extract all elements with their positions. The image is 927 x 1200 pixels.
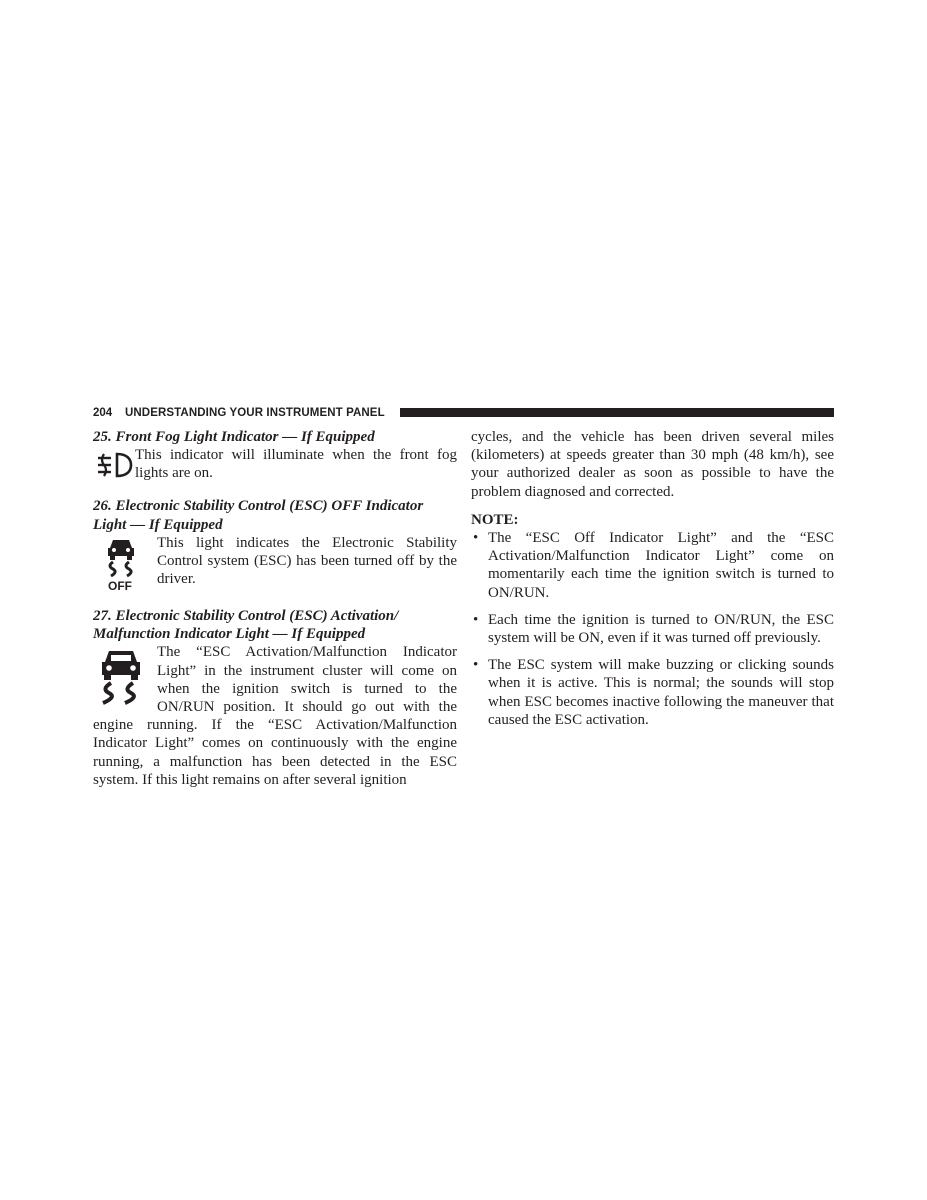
- note-text: The “ESC Off Indicator Light” and the “ESC Activation/Malfunction Indicator Light” come on momentarily each time the ignition switch is turned to ON/RUN.: [488, 530, 834, 601]
- item-27-heading-line1: 27. Electronic Stability Control (ESC) Activation/: [93, 608, 399, 625]
- header-rule: [400, 408, 834, 417]
- esc-off-icon: [93, 536, 157, 597]
- esc-off-icon-label: OFF: [108, 578, 132, 592]
- list-item: [471, 529, 834, 602]
- right-column: [471, 428, 834, 738]
- item-27-heading-line2: Malfunction Indicator Light — If Equipped: [93, 626, 366, 643]
- item-27-text: The “ESC Activation/Malfunction Indicator Light” in the instrument cluster will come on when the ignition switch is turned to the ON/RUN position. It should go out with the engine running. If the “ESC Activation/Malfunction Indicator Light” comes on continuously with the engine running, a malfunction has been detected in the ESC system. If this light remains on after several ignition: [93, 644, 457, 788]
- esc-activation-icon: [93, 645, 157, 712]
- left-column: [93, 428, 457, 789]
- notes-list: [471, 529, 834, 729]
- item-25-heading: 25. Front Fog Light Indicator — If Equipped: [93, 429, 375, 445]
- continuation-paragraph: cycles, and the vehicle has been driven several miles (kilometers) at speeds greater than 30 mph (48 km/h), see your authorized dealer as soon as possible to have the problem diagnosed and corrected.: [471, 429, 834, 500]
- item-26-text: This light indicates the Electronic Stability Control system (ESC) has been turned off by the driver.: [157, 534, 457, 588]
- front-fog-light-icon: [93, 448, 135, 487]
- note-label: NOTE:: [471, 511, 519, 528]
- list-item: [471, 611, 834, 647]
- section-title: UNDERSTANDING YOUR INSTRUMENT PANEL: [125, 407, 385, 419]
- item-26-heading-line1: 26. Electronic Stability Control (ESC) OFF Indicator: [93, 498, 424, 515]
- bullet: •: [473, 657, 479, 674]
- page-header: [93, 406, 834, 420]
- bullet: •: [473, 530, 479, 547]
- note-text: The ESC system will make buzzing or clicking sounds when it is active. This is normal; the sounds will stop when ESC becomes inactive following the maneuver that caused the ESC activation.: [488, 657, 834, 728]
- list-item: [471, 656, 834, 729]
- item-25-text: This indicator will illuminate when the front fog lights are on.: [135, 447, 457, 482]
- note-text: Each time the ignition is turned to ON/RUN, the ESC system will be ON, even if it was turned off previously.: [488, 611, 834, 647]
- item-26-heading-line2: Light — If Equipped: [93, 516, 223, 533]
- bullet: •: [473, 611, 479, 628]
- page-number: 204: [93, 407, 113, 419]
